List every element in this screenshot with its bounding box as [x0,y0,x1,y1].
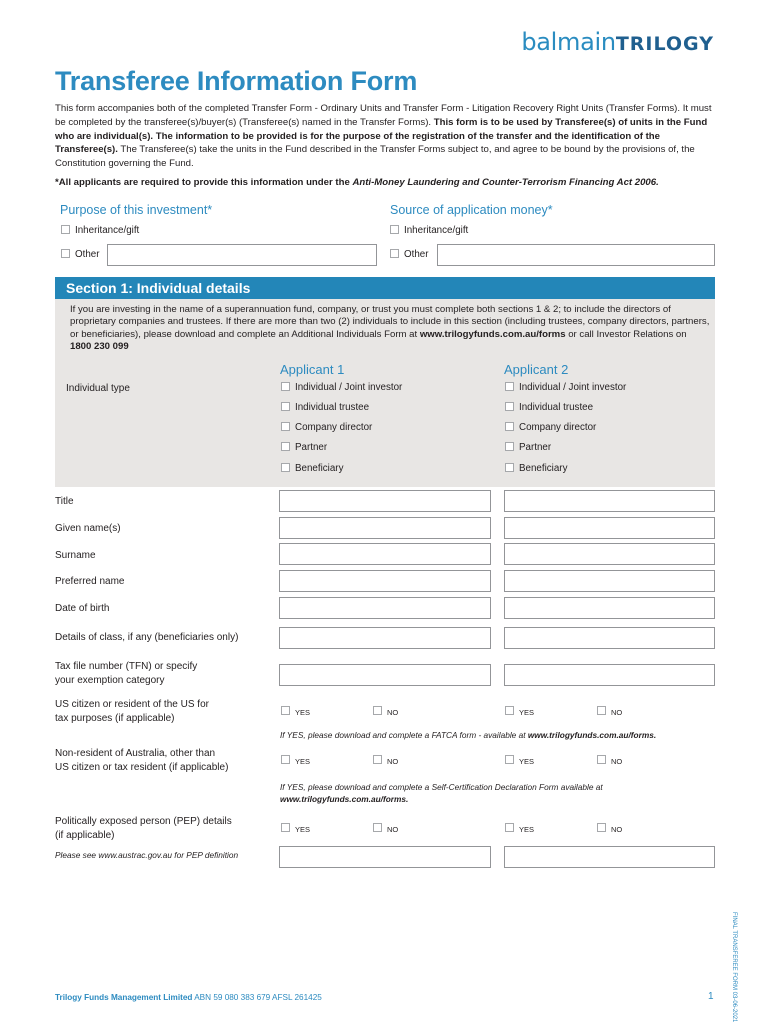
source-other-checkbox[interactable] [390,249,399,258]
a1-type-individual-label: Individual / Joint investor [295,382,403,393]
preferred-name-label: Preferred name [55,576,125,587]
fatca-note-url[interactable]: www.trilogyfunds.com.au/forms. [527,730,657,740]
a1-us-yes-label: YES [295,708,311,717]
a2-type-trustee-checkbox[interactable] [505,402,514,411]
pep-label-line2: (if applicable) [55,829,115,841]
section1-instructions [70,304,710,353]
a2-title-input[interactable] [504,490,715,512]
purpose-other-input[interactable] [107,244,377,266]
a2-us-no-label: NO [611,708,623,717]
a1-surname-input[interactable] [279,543,491,565]
purpose-other-checkbox[interactable] [61,249,70,258]
a1-nonres-no-checkbox[interactable] [373,755,382,764]
a2-us-yes-checkbox[interactable] [505,706,514,715]
us-label-line2: tax purposes (if applicable) [55,712,175,724]
a2-surname-input[interactable] [504,543,715,565]
us-citizen-label [55,698,209,725]
a1-title-input[interactable] [279,490,491,512]
tfn-label-line2: your exemption category [55,674,165,686]
a1-type-partner-checkbox[interactable] [281,442,290,451]
intro-paragraph [55,102,713,171]
fatca-note-text: If YES, please download and complete a FATCA form - available at [280,730,528,740]
a1-given-names-input[interactable] [279,517,491,539]
a1-pep-details-input[interactable] [279,846,491,868]
purpose-heading: Purpose of this investment* [60,203,213,217]
class-details-label: Details of class, if any (beneficiaries only) [55,632,239,643]
a2-nonres-no-label: NO [611,757,623,766]
source-other-label: Other [404,249,429,260]
purpose-other-label: Other [75,249,100,260]
section1-url[interactable]: www.trilogyfunds.com.au/forms [419,328,566,340]
a2-type-individual-label: Individual / Joint investor [519,382,627,393]
a2-type-partner-label: Partner [519,442,552,453]
source-inheritance-label: Inheritance/gift [404,225,469,236]
a1-nonres-yes-checkbox[interactable] [281,755,290,764]
a2-nonres-yes-checkbox[interactable] [505,755,514,764]
us-label-line1: US citizen or resident of the US for [55,699,209,710]
a1-pep-no-label: NO [387,825,399,834]
a1-type-director-label: Company director [295,422,373,433]
requirement-text: *All applicants are required to provide this information under the [55,177,353,188]
a1-type-beneficiary-label: Beneficiary [295,463,344,474]
a2-dob-input[interactable] [504,597,715,619]
individual-type-label: Individual type [66,383,130,394]
a1-type-individual-checkbox[interactable] [281,382,290,391]
pep-label-line1: Politically exposed person (PEP) details [55,816,232,827]
title-label: Title [55,496,74,507]
section1-text2: or call Investor Relations on [565,328,687,340]
tfn-label [55,660,197,687]
a2-class-details-input[interactable] [504,627,715,649]
source-heading: Source of application money* [390,203,553,217]
page-title: Transferee Information Form [55,66,418,96]
tfn-label-line1: Tax file number (TFN) or specify [55,661,198,672]
brand-logo [521,28,714,56]
pep-definition-note: Please see www.austrac.gov.au for PEP definition [55,850,239,860]
page-number: 1 [708,991,714,1002]
a2-pep-no-label: NO [611,825,623,834]
a2-tfn-input[interactable] [504,664,715,686]
a2-type-trustee-label: Individual trustee [519,402,594,413]
a1-class-details-input[interactable] [279,627,491,649]
selfcert-note [280,782,603,805]
a2-pep-details-input[interactable] [504,846,715,868]
section1-title: Section 1: Individual details [66,280,251,296]
a2-given-names-input[interactable] [504,517,715,539]
section1-text: If you are investing in the name of a superannuation fund, company, or trust you must complete both sections 1 & 2; to include the directors of proprietary companies and trustees. If there are more than two (2) individuals to include in this section (including trustees, company directors, partners, or beneficiaries), please download and complete an Additional Individuals Form at [70,304,710,340]
a1-dob-input[interactable] [279,597,491,619]
intro-bold: This form is to be used by Transferee(s) of units in the Fund who are individual(s). The information to be provided is for the purpose of the registration of the transfer and the identification of the Transferee(s). [55,116,708,156]
fatca-note [280,730,656,742]
applicant2-heading: Applicant 2 [504,362,569,377]
a2-type-director-checkbox[interactable] [505,422,514,431]
a1-type-trustee-checkbox[interactable] [281,402,290,411]
a1-type-beneficiary-checkbox[interactable] [281,463,290,472]
intro-end: The Transferee(s) take the units in the Fund described in the Transfer Forms subject to, and agree to be bound by the provisions of, the Constitution governing the Fund. [55,144,695,170]
intro-text: This form accompanies both of the completed Transfer Form - Ordinary Units and Transfer Form - Litigation Recovery Right Units (Transfer Forms). It must be completed by the transferee(s)/buyer(s) (Transferee(s) named in the Transfer Forms). [55,103,712,128]
a2-nonres-yes-label: YES [519,757,535,766]
a2-type-partner-checkbox[interactable] [505,442,514,451]
form-version-code: FINAL TRANSFEREE FORM 03-06-2021 [731,912,737,1023]
nonres-label-line1: Non-resident of Australia, other than [55,748,216,759]
nonresident-label [55,747,228,774]
a1-type-trustee-label: Individual trustee [295,402,370,413]
dob-label: Date of birth [55,603,110,614]
section1-phone: 1800 230 099 [70,340,129,352]
purpose-inheritance-label: Inheritance/gift [75,225,140,236]
applicant1-heading: Applicant 1 [280,362,345,377]
requirement-note [55,177,735,188]
a2-nonres-no-checkbox[interactable] [597,755,606,764]
a1-us-no-checkbox[interactable] [373,706,382,715]
a2-type-director-label: Company director [519,422,597,433]
logo-part2: TRILOGY [615,33,714,55]
a1-preferred-name-input[interactable] [279,570,491,592]
a2-pep-yes-label: YES [519,825,535,834]
source-inheritance-checkbox[interactable] [390,225,399,234]
selfcert-note-text: If YES, please download and complete a Self-Certification Declaration Form available at [280,782,603,792]
a2-us-yes-label: YES [519,708,535,717]
a1-type-director-checkbox[interactable] [281,422,290,431]
pep-label [55,815,232,842]
footer-company-name: Trilogy Funds Management Limited [55,993,193,1002]
footer-company [55,993,322,1002]
a1-tfn-input[interactable] [279,664,491,686]
a2-pep-yes-checkbox[interactable] [505,823,514,832]
a1-type-partner-label: Partner [295,442,328,453]
selfcert-note-url[interactable]: www.trilogyfunds.com.au/forms. [280,793,409,804]
a1-pep-no-checkbox[interactable] [373,823,382,832]
a1-pep-yes-checkbox[interactable] [281,823,290,832]
section1-header [55,277,715,299]
a1-pep-yes-label: YES [295,825,311,834]
footer-abn: ABN 59 080 383 679 AFSL 261425 [192,993,322,1002]
a2-type-individual-checkbox[interactable] [505,382,514,391]
a1-us-no-label: NO [387,708,399,717]
surname-label: Surname [55,550,96,561]
a2-us-no-checkbox[interactable] [597,706,606,715]
source-other-input[interactable] [437,244,715,266]
a2-preferred-name-input[interactable] [504,570,715,592]
a1-nonres-no-label: NO [387,757,399,766]
a2-type-beneficiary-checkbox[interactable] [505,463,514,472]
requirement-act: Anti-Money Laundering and Counter-Terrorism Financing Act 2006. [352,177,659,188]
a1-nonres-yes-label: YES [295,757,311,766]
logo-part1: balmain [521,28,616,56]
purpose-inheritance-checkbox[interactable] [61,225,70,234]
given-names-label: Given name(s) [55,523,121,534]
nonres-label-line2: US citizen or tax resident (if applicable) [55,761,229,773]
a1-us-yes-checkbox[interactable] [281,706,290,715]
a2-pep-no-checkbox[interactable] [597,823,606,832]
a2-type-beneficiary-label: Beneficiary [519,463,568,474]
